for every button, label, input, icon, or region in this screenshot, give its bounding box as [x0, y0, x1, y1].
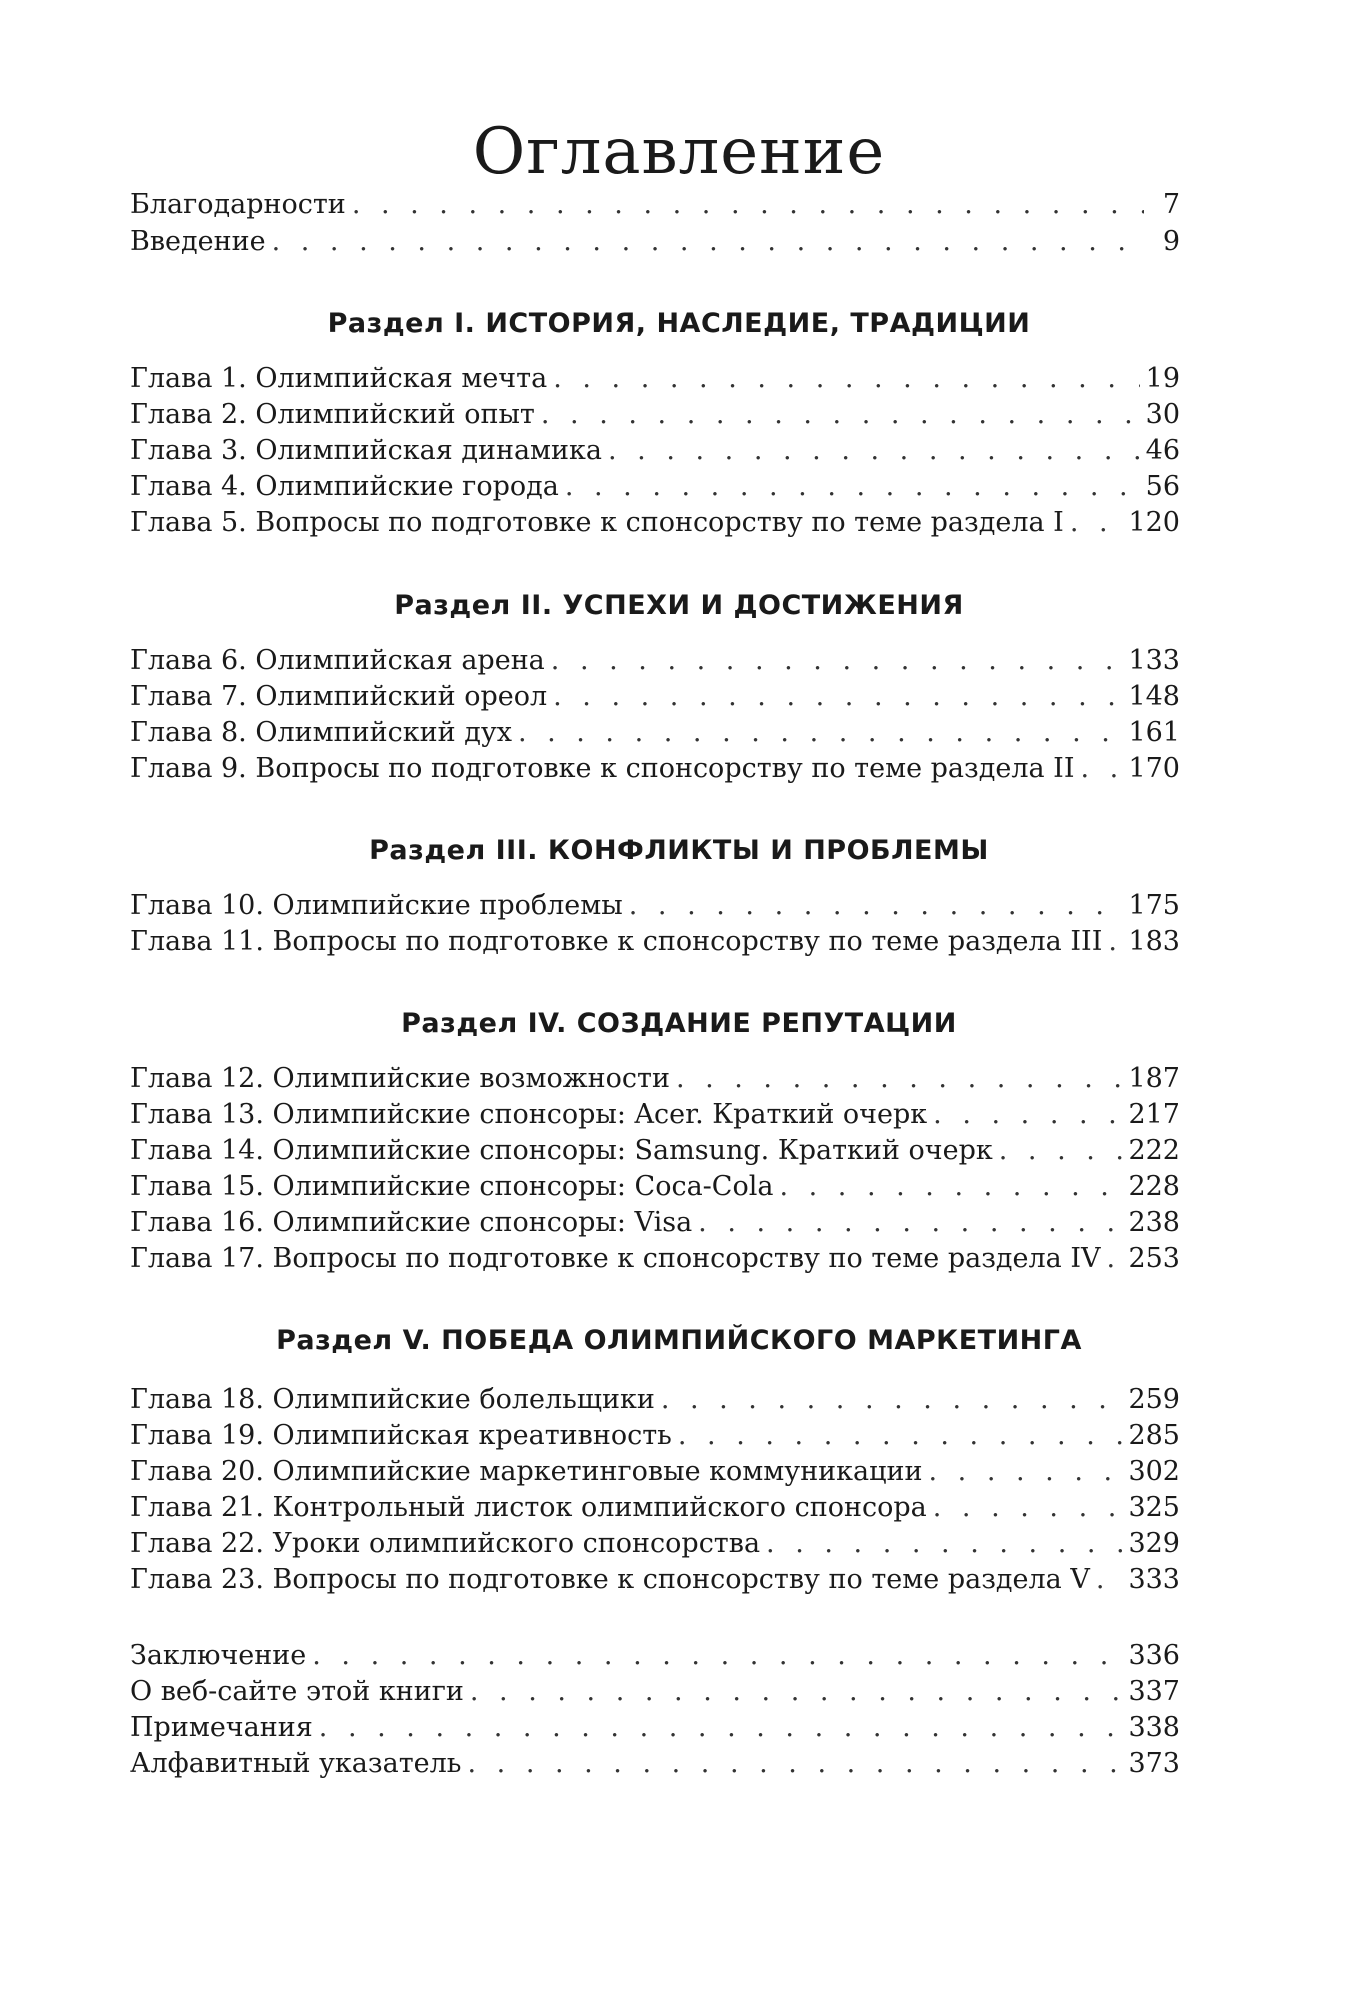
- section-heading-5: Раздел V. ПОБЕДА ОЛИМПИЙСКОГО МАРКЕТИНГА: [276, 1325, 1082, 1356]
- toc-entry-acknowledgements[interactable]: [130, 183, 1180, 223]
- toc-entry-chapter-14[interactable]: [130, 1129, 1180, 1169]
- leader-dots: [933, 1097, 1122, 1133]
- toc-entry-chapter-23[interactable]: [130, 1558, 1180, 1598]
- toc-entry-label: Глава 7. Олимпийский ореол: [130, 681, 548, 712]
- toc-entry-label: Глава 5. Вопросы по подготовке к спонсорству по теме раздела I: [130, 507, 1064, 538]
- toc-entry-label: Глава 3. Олимпийская динамика: [130, 435, 603, 466]
- toc-entry-page: 133: [1128, 645, 1180, 676]
- leader-dots: [470, 1674, 1123, 1710]
- toc-entry-page: 56: [1145, 471, 1180, 502]
- toc-entry-page: 373: [1128, 1748, 1180, 1779]
- leader-dots: [779, 1169, 1122, 1205]
- toc-entry-chapter-8[interactable]: [130, 711, 1180, 751]
- toc-entry-label: Глава 6. Олимпийская арена: [130, 645, 545, 676]
- toc-entry-label: О веб-сайте этой книги: [130, 1676, 464, 1707]
- toc-entry-chapter-12[interactable]: [130, 1057, 1180, 1097]
- toc-entry-label: Глава 13. Олимпийские спонсоры: Acer. Краткий очерк: [130, 1099, 928, 1130]
- toc-entry-label: Глава 17. Вопросы по подготовке к спонсорству по теме раздела IV: [130, 1243, 1101, 1274]
- section-heading-1: Раздел I. ИСТОРИЯ, НАСЛЕДИЕ, ТРАДИЦИИ: [327, 308, 1031, 339]
- leader-dots: [551, 643, 1123, 679]
- toc-entry-label: Заключение: [130, 1640, 307, 1671]
- toc-entry-page: 217: [1128, 1099, 1180, 1130]
- leader-dots: [766, 1526, 1122, 1562]
- toc-entry-chapter-16[interactable]: [130, 1201, 1180, 1241]
- leader-dots: [1081, 751, 1123, 787]
- toc-entry-introduction[interactable]: [130, 220, 1180, 260]
- toc-entry-chapter-11[interactable]: [130, 920, 1180, 960]
- leader-dots: [1096, 1562, 1123, 1598]
- toc-entry-page: 228: [1128, 1171, 1180, 1202]
- toc-entry-page: 187: [1128, 1063, 1180, 1094]
- toc-entry-page: 7: [1162, 189, 1180, 220]
- toc-entry-chapter-9[interactable]: [130, 747, 1180, 787]
- toc-entry-label: Примечания: [130, 1712, 313, 1743]
- toc-entry-label: Глава 1. Олимпийская мечта: [130, 363, 548, 394]
- toc-entry-label: Глава 14. Олимпийские спонсоры: Samsung. Краткий очерк: [130, 1135, 993, 1166]
- toc-entry-label: Глава 16. Олимпийские спонсоры: Visa: [130, 1207, 693, 1238]
- toc-entry-chapter-2[interactable]: [130, 393, 1180, 433]
- toc-entry-chapter-18[interactable]: [130, 1378, 1180, 1418]
- toc-entry-chapter-4[interactable]: [130, 465, 1180, 505]
- toc-entry-page: 302: [1128, 1456, 1180, 1487]
- toc-entry-chapter-15[interactable]: [130, 1165, 1180, 1205]
- leader-dots: [698, 1205, 1122, 1241]
- toc-entry-label: Глава 11. Вопросы по подготовке к спонсорству по теме раздела III: [130, 926, 1103, 957]
- toc-entry-page: 183: [1128, 926, 1180, 957]
- leader-dots: [319, 1710, 1123, 1746]
- toc-entry-label: Глава 22. Уроки олимпийского спонсорства: [130, 1528, 761, 1559]
- toc-entry-label: Глава 4. Олимпийские города: [130, 471, 559, 502]
- toc-entry-website[interactable]: [130, 1670, 1180, 1710]
- toc-entry-page: 19: [1145, 363, 1180, 394]
- section-heading-4: Раздел IV. СОЗДАНИЕ РЕПУТАЦИИ: [401, 1008, 957, 1039]
- toc-entry-label: Глава 21. Контрольный листок олимпийского спонсора: [130, 1492, 927, 1523]
- toc-entry-page: 253: [1128, 1243, 1180, 1274]
- toc-entry-chapter-19[interactable]: [130, 1414, 1180, 1454]
- toc-entry-label: Глава 23. Вопросы по подготовке к спонсорству по теме раздела V: [130, 1564, 1090, 1595]
- toc-entry-label: Алфавитный указатель: [130, 1748, 462, 1779]
- leader-dots: [467, 1746, 1122, 1782]
- toc-entry-page: 46: [1145, 435, 1180, 466]
- toc-entry-chapter-21[interactable]: [130, 1486, 1180, 1526]
- toc-entry-chapter-7[interactable]: [130, 675, 1180, 715]
- leader-dots: [678, 1418, 1123, 1454]
- toc-entry-label: Глава 9. Вопросы по подготовке к спонсорству по теме раздела II: [130, 753, 1075, 784]
- toc-entry-label: Глава 2. Олимпийский опыт: [130, 399, 535, 430]
- toc-entry-chapter-22[interactable]: [130, 1522, 1180, 1562]
- toc-entry-page: 120: [1128, 507, 1180, 538]
- toc-entry-page: 336: [1128, 1640, 1180, 1671]
- toc-entry-label: Глава 19. Олимпийская креативность: [130, 1420, 672, 1451]
- leader-dots: [518, 715, 1123, 751]
- toc-entry-page: 9: [1162, 226, 1180, 257]
- toc-entry-label: Глава 18. Олимпийские болельщики: [130, 1384, 655, 1415]
- toc-entry-label: Глава 20. Олимпийские маркетинговые коммуникации: [130, 1456, 923, 1487]
- toc-entry-chapter-10[interactable]: [130, 884, 1180, 924]
- toc-entry-conclusion[interactable]: [130, 1634, 1180, 1674]
- toc-entry-chapter-3[interactable]: [130, 429, 1180, 469]
- leader-dots: [1107, 1241, 1123, 1277]
- toc-entry-label: Глава 8. Олимпийский дух: [130, 717, 512, 748]
- toc-entry-page: 333: [1128, 1564, 1180, 1595]
- leader-dots: [272, 224, 1144, 260]
- toc-entry-page: 259: [1128, 1384, 1180, 1415]
- toc-entry-chapter-20[interactable]: [130, 1450, 1180, 1490]
- leader-dots: [553, 679, 1122, 715]
- leader-dots: [608, 433, 1140, 469]
- leader-dots: [676, 1061, 1123, 1097]
- leader-dots: [553, 361, 1139, 397]
- leader-dots: [999, 1133, 1123, 1169]
- toc-entry-page: 222: [1128, 1135, 1180, 1166]
- toc-entry-chapter-5[interactable]: [130, 501, 1180, 541]
- leader-dots: [933, 1490, 1123, 1526]
- section-heading-2: Раздел II. УСПЕХИ И ДОСТИЖЕНИЯ: [394, 590, 964, 621]
- leader-dots: [1070, 505, 1123, 541]
- toc-entry-chapter-6[interactable]: [130, 639, 1180, 679]
- toc-entry-page: 337: [1128, 1676, 1180, 1707]
- toc-entry-notes[interactable]: [130, 1706, 1180, 1746]
- leader-dots: [629, 888, 1123, 924]
- toc-entry-page: 338: [1128, 1712, 1180, 1743]
- leader-dots: [312, 1638, 1122, 1674]
- toc-entry-page: 175: [1128, 890, 1180, 921]
- toc-entry-page: 148: [1128, 681, 1180, 712]
- toc-entry-page: 238: [1128, 1207, 1180, 1238]
- toc-entry-label: Глава 15. Олимпийские спонсоры: Coca-Cola: [130, 1171, 774, 1202]
- leader-dots: [929, 1454, 1123, 1490]
- toc-entry-index[interactable]: [130, 1742, 1180, 1782]
- toc-entry-page: 325: [1128, 1492, 1180, 1523]
- page-title: Оглавление: [472, 114, 886, 189]
- toc-entry-label: Глава 12. Олимпийские возможности: [130, 1063, 670, 1094]
- leader-dots: [541, 397, 1140, 433]
- leader-dots: [1108, 924, 1122, 960]
- leader-dots: [352, 187, 1144, 223]
- leader-dots: [565, 469, 1140, 505]
- toc-entry-chapter-17[interactable]: [130, 1237, 1180, 1277]
- toc-entry-page: 285: [1128, 1420, 1180, 1451]
- toc-entry-chapter-1[interactable]: [130, 357, 1180, 397]
- leader-dots: [661, 1382, 1123, 1418]
- toc-entry-page: 30: [1145, 399, 1180, 430]
- toc-entry-page: 170: [1128, 753, 1180, 784]
- toc-entry-label: Благодарности: [130, 189, 346, 220]
- toc-entry-label: Глава 10. Олимпийские проблемы: [130, 890, 623, 921]
- toc-entry-label: Введение: [130, 226, 266, 257]
- toc-entry-chapter-13[interactable]: [130, 1093, 1180, 1133]
- toc-entry-page: 329: [1128, 1528, 1180, 1559]
- section-heading-3: Раздел III. КОНФЛИКТЫ И ПРОБЛЕМЫ: [369, 835, 989, 866]
- toc-entry-page: 161: [1128, 717, 1180, 748]
